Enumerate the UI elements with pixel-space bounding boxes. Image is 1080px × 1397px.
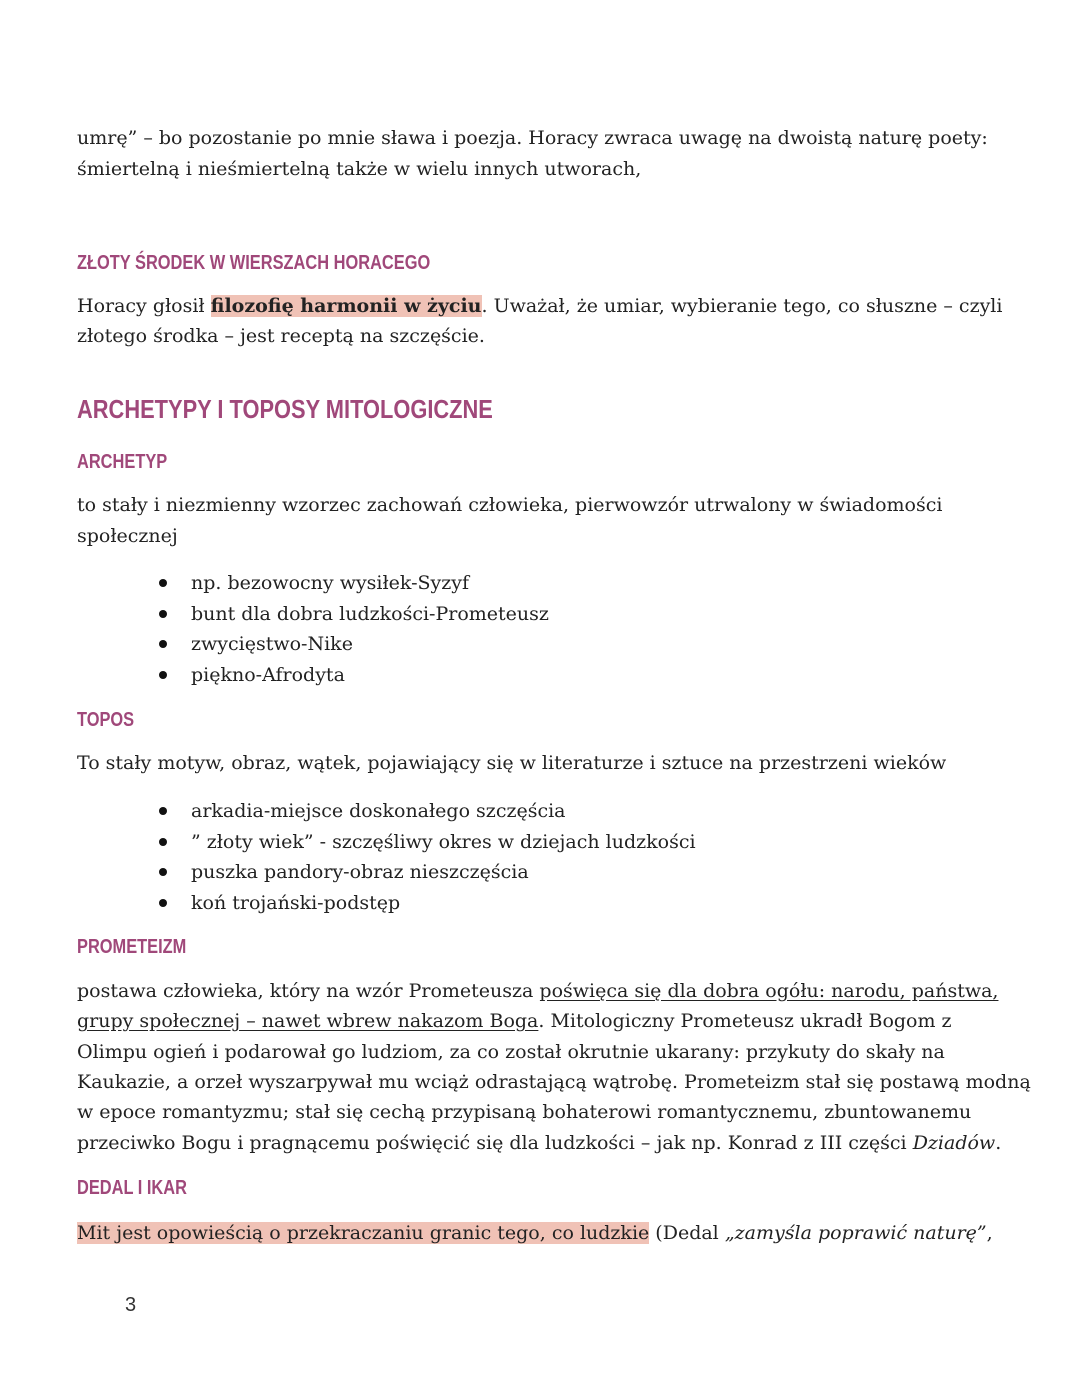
heading-zloty-srodek: ZŁOTY ŚRODEK W WIERSZACH HORACEGO bbox=[77, 252, 431, 274]
dedal-line-1 bbox=[77, 1218, 993, 1249]
heading-archetyp: ARCHETYP bbox=[77, 451, 168, 473]
text: przeciwko Bogu i pragnącemu poświęcić się dla ludzkości – jak np. Konrad z III części bbox=[77, 1132, 913, 1154]
prometeizm-line-2 bbox=[77, 1006, 977, 1037]
underlined-phrase: poświęca się dla dobra ogółu: narodu, państwa, bbox=[539, 980, 999, 1002]
text: postawa człowieka, który na wzór Prometeusza bbox=[77, 980, 540, 1002]
prometeizm-line-3: Olimpu ogień i podarował go ludziom, za co został okrutnie ukarany: przykuty do skały na bbox=[77, 1041, 945, 1063]
archetyp-list bbox=[77, 568, 549, 690]
heading-archetypy-toposy: ARCHETYPY I TOPOSY MITOLOGICZNE bbox=[77, 394, 493, 424]
archetyp-line-2: społecznej bbox=[77, 525, 178, 547]
text: Horacy głosił bbox=[77, 295, 211, 317]
list-item: bunt dla dobra ludzkości-Prometeusz bbox=[77, 599, 549, 630]
topos-line-1: To stały motyw, obraz, wątek, pojawiający się w literaturze i sztuce na przestrzeni wieków bbox=[77, 752, 947, 774]
underlined-phrase: grupy społecznej – nawet wbrew nakazom Boga bbox=[77, 1010, 539, 1032]
intro-line-1: umrę” – bo pozostanie po mnie sława i poezja. Horacy zwraca uwagę na dwoistą naturę poety: bbox=[77, 127, 988, 149]
text: . bbox=[995, 1132, 1002, 1154]
list-item: np. bezowocny wysiłek-Syzyf bbox=[77, 568, 549, 599]
page-number: 3 bbox=[125, 1294, 137, 1316]
list-item: ” złoty wiek” - szczęśliwy okres w dziejach ludzkości bbox=[77, 827, 696, 858]
text: . Mitologiczny Prometeusz ukradł Bogom z bbox=[538, 1010, 952, 1032]
prometeizm-line-6 bbox=[77, 1128, 1002, 1159]
list-item: zwycięstwo-Nike bbox=[77, 629, 549, 660]
text: . Uważał, że umiar, wybieranie tego, co słuszne – czyli bbox=[481, 295, 1003, 317]
text: (Dedal bbox=[649, 1222, 725, 1244]
intro-line-2: śmiertelną i nieśmiertelną także w wielu innych utworach, bbox=[77, 158, 642, 180]
heading-topos: TOPOS bbox=[77, 709, 135, 731]
zloty-srodek-line-1 bbox=[77, 291, 1003, 322]
list-item: arkadia-miejsce doskonałego szczęścia bbox=[77, 796, 696, 827]
heading-prometeizm: PROMETEIZM bbox=[77, 936, 187, 958]
prometeizm-line-5: w epoce romantyzmu; stał się cechą przypisaną bohaterowi romantycznemu, zbuntowanemu bbox=[77, 1101, 972, 1123]
zloty-srodek-line-2: złotego środka – jest receptą na szczęście. bbox=[77, 325, 485, 347]
italic-title: Dziadów bbox=[912, 1132, 996, 1154]
text: , bbox=[986, 1222, 993, 1244]
highlighted-phrase: filozofię harmonii w życiu bbox=[210, 295, 482, 317]
highlighted-phrase: Mit jest opowieścią o przekraczaniu granic tego, co ludzkie bbox=[77, 1222, 650, 1244]
prometeizm-line-4: Kaukazie, a orzeł wyszarpywał mu wciąż odrastającą wątrobę. Prometeizm stał się postawą modną bbox=[77, 1071, 1031, 1093]
list-item: puszka pandory-obraz nieszczęścia bbox=[77, 857, 696, 888]
list-item: koń trojański-podstęp bbox=[77, 888, 696, 919]
topos-list bbox=[77, 796, 696, 918]
archetyp-line-1: to stały i niezmienny wzorzec zachowań człowieka, pierwowzór utrwalony w świadomości bbox=[77, 494, 943, 516]
prometeizm-line-1 bbox=[77, 976, 999, 1007]
heading-dedal-ikar: DEDAL I IKAR bbox=[77, 1177, 187, 1199]
italic-quote: „zamyśla poprawić naturę” bbox=[724, 1222, 987, 1244]
list-item: piękno-Afrodyta bbox=[77, 660, 549, 691]
